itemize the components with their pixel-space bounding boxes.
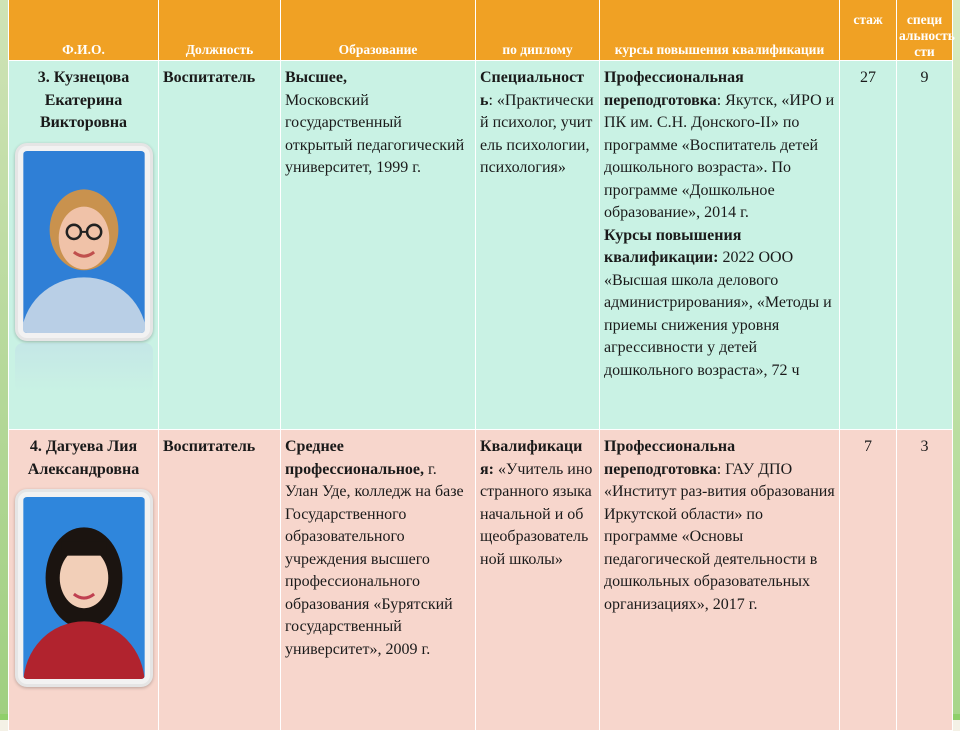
portrait-photo-icon (23, 151, 145, 333)
employee-position: Воспитатель (163, 438, 256, 455)
header-education: Образование (281, 0, 476, 61)
table-header-row (9, 0, 953, 61)
portrait-photo-icon (23, 497, 145, 679)
special-experience-value: 3 (920, 438, 929, 455)
cell-experience (840, 430, 897, 731)
cell-position (159, 430, 281, 731)
header-experience: стаж (840, 0, 897, 61)
photo-reflection (15, 343, 153, 393)
header-courses: курсы повышения квалификации (600, 0, 840, 61)
special-experience-value: 9 (920, 69, 929, 86)
specialty-text: «Учитель иностранного языка начальной и общеобразовательной школы» (480, 460, 593, 568)
education-level: Высшее, (285, 69, 347, 86)
employee-name: 4. Дагуева Лия Александровна (27, 438, 140, 478)
retraining-label: Профессиональна переподготовка (604, 438, 736, 478)
employee-photo (15, 143, 153, 341)
cell-courses (600, 61, 840, 430)
employee-name: 3. Кузнецова Екатерина Викторовна (37, 69, 130, 131)
retraining-text: : Якутск, «ИРО и ПК им. С.Н. Донского-II» по программе «Воспитатель детей дошкольного возраста». По программе «Дошкольное образование», 2014 г. (604, 91, 835, 221)
staff-table (8, 0, 953, 731)
cell-experience (840, 61, 897, 430)
cell-special-experience (897, 430, 953, 731)
retraining-text: : ГАУ ДПО «Институт раз-вития образования Иркутской области» по программе «Основы педагогической деятельности в дошкольных образовательных организациях», 2017 г. (604, 460, 835, 613)
education-details: Московский государственный открытый педагогический университет, 1999 г. (285, 91, 465, 176)
education-level: Среднее профессиональное, (285, 438, 425, 478)
specialty-text: «Практический психолог, учитель психологии, психология» (480, 91, 594, 176)
table-row (9, 430, 953, 731)
header-position: Должность (159, 0, 281, 61)
employee-photo (15, 489, 153, 687)
cell-specialty (476, 430, 600, 731)
experience-value: 27 (860, 69, 876, 86)
qualification-text: 2022 ООО «Высшая школа делового администрирования», «Методы и приемы снижения уровня агрессивности у детей дошкольного возраста», 72 ч (604, 249, 832, 379)
cell-education (281, 430, 476, 731)
specialty-label: Квалификация: (480, 438, 583, 478)
header-fio: Ф.И.О. (9, 0, 159, 61)
header-special-experience: специ альность сти (897, 0, 953, 61)
cell-courses (600, 430, 840, 731)
cell-special-experience (897, 61, 953, 430)
employee-position: Воспитатель (163, 69, 256, 86)
header-specialty: по диплому (476, 0, 600, 61)
education-details: г. Улан Уде, колледж на базе Государственного образовательного учреждения высшего профессионального образования «Бурятский государственный университет», 2009 г. (285, 460, 464, 658)
qualification-label: Курсы повышения квалификации: (604, 226, 742, 266)
experience-value: 7 (864, 438, 872, 455)
cell-name (9, 430, 159, 731)
cell-name (9, 61, 159, 430)
specialty-label: Специальность (480, 69, 585, 109)
cell-specialty: Специальность: «Практический психолог, учитель психологии, психология» (476, 61, 600, 430)
retraining-label: Профессиональная переподготовка (604, 69, 744, 109)
cell-education (281, 61, 476, 430)
cell-position (159, 61, 281, 430)
table-row (9, 61, 953, 430)
